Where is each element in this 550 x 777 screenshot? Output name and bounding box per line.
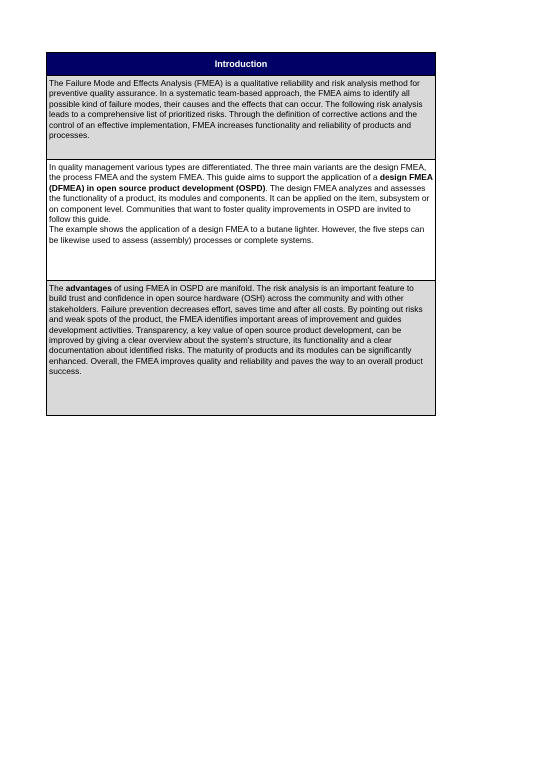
fmea-types-text-part1: In quality management various types are differentiated. The three main variants are the design FMEA, the process FMEA and the system FMEA. This guide aims to support the application of a — [49, 162, 427, 183]
intro-cell[interactable] — [47, 76, 435, 160]
advantages-cell[interactable] — [47, 281, 435, 415]
example-text: The example shows the application of a design FMEA to a butane lighter. However, the five steps can be likewise used to assess (assembly) processes or complete systems. — [49, 224, 425, 245]
dfmea-highlight: design FMEA (DFMEA) in open source product development (OSPD) — [49, 172, 433, 193]
fmea-types-cell[interactable] — [47, 160, 435, 281]
section-header: Introduction — [47, 53, 435, 76]
fmea-types-text — [49, 162, 433, 224]
advantages-text-part1: The — [49, 283, 66, 293]
introduction-sheet — [46, 52, 436, 416]
advantages-text-part2: of using FMEA in OSPD are manifold. The risk analysis is an important feature to build trust and confidence in open source hardware (OSH) across the community and with other stakeholders. Failure prevention decreases effort, saves time and after all costs. By pointing out risks and weak spots of the product, the FMEA identifies important areas of improvement and guides development activities. Transparency, a key value of open source product development, can be improved by giving a clear overview about the system's structure, its functionality and a clear documentation about identified risks. The maturity of products and its modules can be significantly enhanced. Overall, the FMEA improves quality and reliability and paves the way to an overall product success. — [49, 283, 423, 377]
intro-text: The Failure Mode and Effects Analysis (FMEA) is a qualitative reliability and risk analysis method for preventive quality assurance. In a systematic team-based approach, the FMEA aims to identify all possible kind of failure modes, their causes and the effects that can occur. The following risk analysis leads to a comprehensive list of prioritized risks. Through the definition of corrective actions and the control of an effective implementation, FMEA increases functionality and reliability of products and processes. — [49, 78, 423, 141]
advantages-text — [49, 283, 433, 377]
fmea-types-text-part2: . The design FMEA analyzes and assesses the functionality of a product, its modules and components. It can be applied on the item, subsystem or on component level. Communities that want to foster quality improvements in OSPD are invited to follow this guide. — [49, 182, 430, 225]
advantages-highlight: advantages — [65, 283, 112, 293]
